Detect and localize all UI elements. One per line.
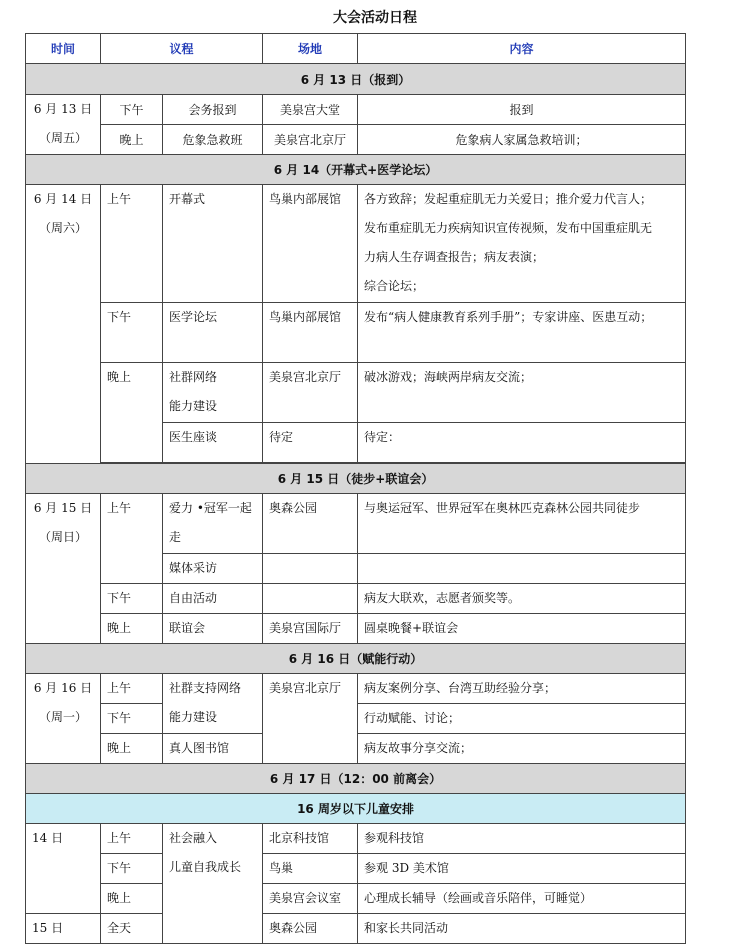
weekday-label: （周日） <box>38 530 87 544</box>
venue-cell: 美泉宫北京厅 <box>263 363 358 423</box>
date-label: 6 月 16 日 <box>33 681 93 695</box>
time-cell: 晚上 <box>101 734 163 764</box>
agenda-cell: 社会融入 儿童自我成长 <box>163 824 263 944</box>
content-cell: 圆桌晚餐+联谊会 <box>358 614 686 644</box>
date-cell <box>26 185 101 464</box>
date-cell <box>26 674 101 764</box>
time-cell: 晚上 <box>101 614 163 644</box>
content-cell: 与奥运冠军、世界冠军在奥林匹克森林公园共同徒步 <box>358 494 686 554</box>
date-label: 6 月 13 日 <box>33 102 93 116</box>
content-cell: 发布“病人健康教育系列手册”；专家讲座、医患互动； <box>358 303 686 363</box>
header-agenda: 议程 <box>101 34 263 64</box>
venue-cell: 美泉宫大堂 <box>263 95 358 125</box>
schedule-table <box>25 33 686 944</box>
content-cell: 心理成长辅导（绘画或音乐陪伴，可睡觉） <box>358 884 686 914</box>
content-cell: 和家长共同活动 <box>358 914 686 944</box>
venue-cell: 美泉宫会议室 <box>263 884 358 914</box>
agenda-cell: 开幕式 <box>163 185 263 303</box>
venue-cell: 奥森公园 <box>263 494 358 554</box>
content-cell: 病友大联欢，志愿者颁奖等。 <box>358 584 686 614</box>
venue-cell: 美泉宫北京厅 <box>263 674 358 764</box>
date-cell: 15 日 <box>26 914 101 944</box>
agenda-cell: 爱力 •冠军一起 走 <box>163 494 263 554</box>
table-row <box>26 584 686 614</box>
date-label: 6 月 14 日 <box>33 192 93 206</box>
content-cell: 各方致辞；发起重症肌无力关爱日；推介爱力代言人； 发布重症肌无力疾病知识宣传视频，发布中国重症肌无 力病人生存调查报告；病友表演； 综合论坛； <box>358 185 686 303</box>
venue-cell <box>263 554 358 584</box>
table-header-row <box>26 34 686 64</box>
time-cell: 下午 <box>101 95 163 125</box>
time-cell: 晚上 <box>101 125 163 155</box>
agenda-cell: 社群支持网络 能力建设 <box>163 674 263 734</box>
time-cell: 下午 <box>101 704 163 734</box>
agenda-cell: 医生座谈 <box>163 423 263 463</box>
table-row <box>26 125 686 155</box>
venue-cell: 北京科技馆 <box>263 824 358 854</box>
venue-cell: 待定 <box>263 423 358 463</box>
time-cell: 上午 <box>101 494 163 584</box>
content-cell: 报到 <box>358 95 686 125</box>
weekday-label: （周六） <box>38 221 87 235</box>
venue-cell <box>263 584 358 614</box>
agenda-cell: 会务报到 <box>163 95 263 125</box>
date-cell <box>26 95 101 155</box>
table-row <box>26 185 686 303</box>
agenda-cell: 医学论坛 <box>163 303 263 363</box>
venue-cell: 美泉宫北京厅 <box>263 125 358 155</box>
weekday-label: （周五） <box>38 131 87 145</box>
agenda-cell: 社群网络 能力建设 <box>163 363 263 423</box>
time-cell: 下午 <box>101 584 163 614</box>
date-cell <box>26 494 101 644</box>
table-row <box>26 95 686 125</box>
time-cell: 上午 <box>101 674 163 704</box>
header-time: 时间 <box>26 34 101 64</box>
content-cell <box>358 554 686 584</box>
day-band-15: 6 月 15 日（徒步+联谊会） <box>26 464 686 494</box>
agenda-cell: 媒体采访 <box>163 554 263 584</box>
content-cell: 参观 3D 美术馆 <box>358 854 686 884</box>
agenda-cell: 联谊会 <box>163 614 263 644</box>
venue-cell: 鸟巢内部展馆 <box>263 185 358 303</box>
page-title: 大会活动日程 <box>333 10 417 26</box>
day-band-14: 6 月 14（开幕式+医学论坛） <box>26 155 686 185</box>
content-cell: 行动赋能、讨论； <box>358 704 686 734</box>
children-band: 16 周岁以下儿童安排 <box>26 794 686 824</box>
day-band-17: 6 月 17 日（12：00 前离会） <box>26 764 686 794</box>
time-cell: 上午 <box>101 185 163 303</box>
table-row <box>26 914 686 944</box>
table-row <box>26 303 686 363</box>
table-row <box>26 854 686 884</box>
header-content: 内容 <box>358 34 686 64</box>
content-cell: 待定： <box>358 423 686 463</box>
agenda-cell: 真人图书馆 <box>163 734 263 764</box>
time-cell: 晚上 <box>101 884 163 914</box>
date-cell: 14 日 <box>26 824 101 914</box>
table-row <box>26 824 686 854</box>
content-cell: 病友案例分享、台湾互助经验分享； <box>358 674 686 704</box>
venue-cell: 鸟巢内部展馆 <box>263 303 358 363</box>
venue-cell: 鸟巢 <box>263 854 358 884</box>
time-cell: 下午 <box>101 854 163 884</box>
weekday-label: （周一） <box>38 710 87 724</box>
day-band-16: 6 月 16 日（赋能行动） <box>26 644 686 674</box>
table-row <box>26 494 686 554</box>
time-cell: 全天 <box>101 914 163 944</box>
table-row <box>26 363 686 423</box>
day-band-13: 6 月 13 日（报到） <box>26 64 686 95</box>
time-cell: 晚上 <box>101 363 163 463</box>
venue-cell: 美泉宫国际厅 <box>263 614 358 644</box>
time-cell: 上午 <box>101 824 163 854</box>
agenda-cell: 自由活动 <box>163 584 263 614</box>
agenda-cell: 危象急救班 <box>163 125 263 155</box>
date-label: 6 月 15 日 <box>33 501 93 515</box>
content-cell: 参观科技馆 <box>358 824 686 854</box>
time-cell: 下午 <box>101 303 163 363</box>
venue-cell: 奥森公园 <box>263 914 358 944</box>
content-cell: 危象病人家属急救培训； <box>358 125 686 155</box>
header-venue: 场地 <box>263 34 358 64</box>
content-cell: 破冰游戏；海峡两岸病友交流； <box>358 363 686 423</box>
table-row <box>26 674 686 704</box>
content-cell: 病友故事分享交流； <box>358 734 686 764</box>
table-row <box>26 614 686 644</box>
table-row <box>26 884 686 914</box>
